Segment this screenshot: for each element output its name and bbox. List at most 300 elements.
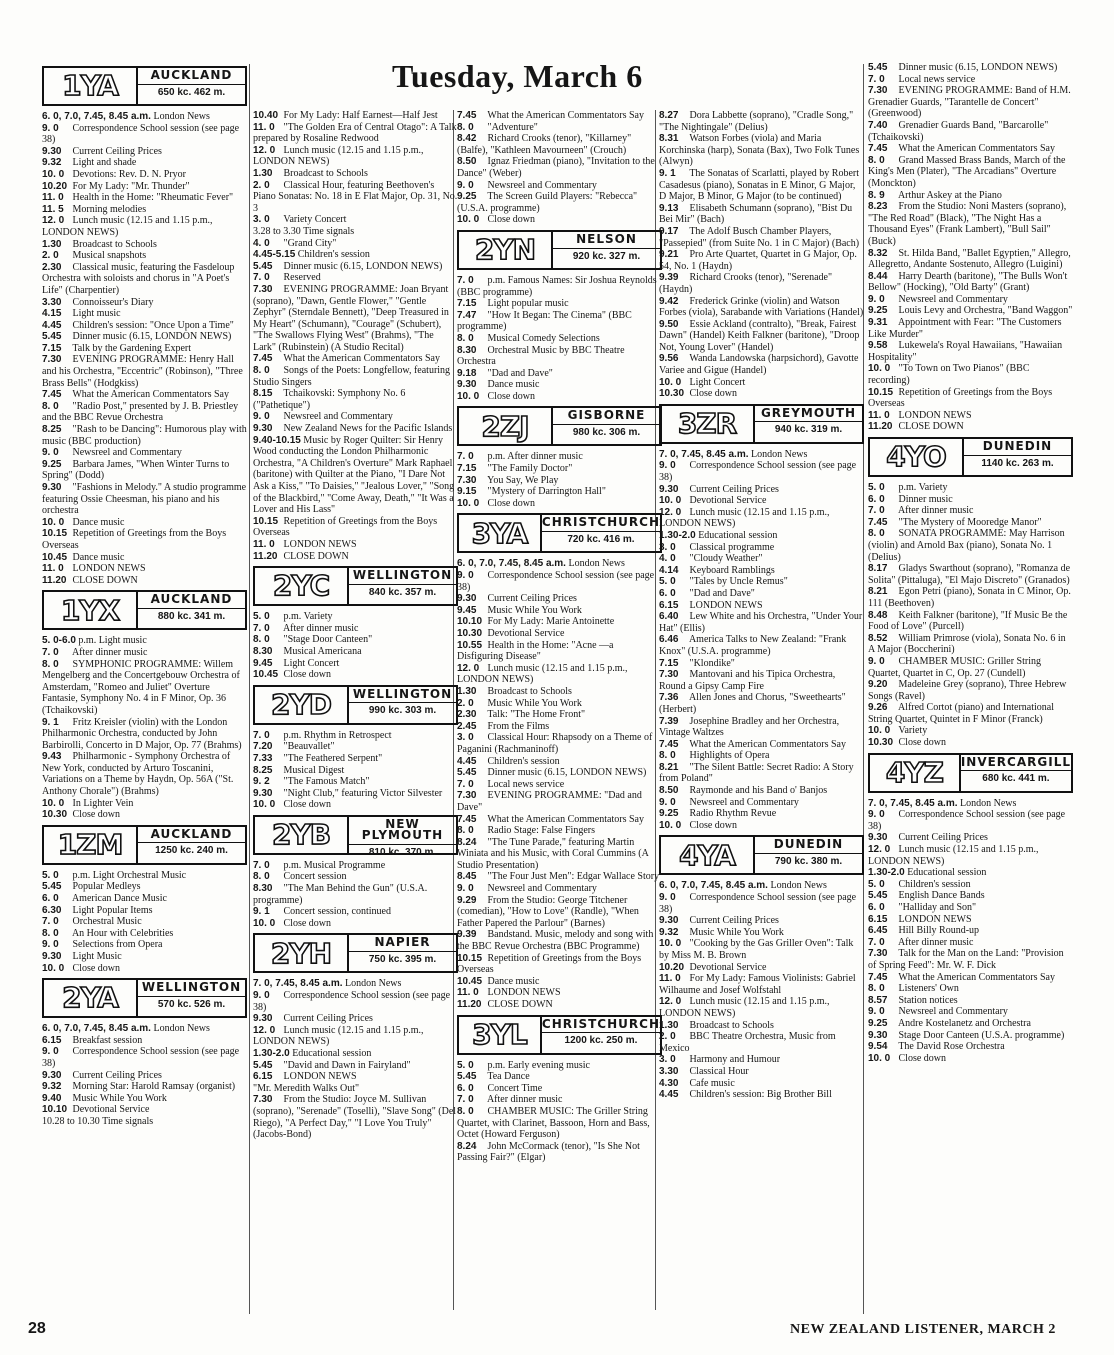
listing-text: "How It Began: The Cinema" (BBC programme) xyxy=(457,309,632,333)
listing-entry xyxy=(42,1104,247,1116)
listing-time: 5. 0-6.0 xyxy=(42,635,76,647)
listing-entry xyxy=(457,1106,662,1141)
listing-time: 8. 0 xyxy=(253,634,270,646)
station-frequency: 810 kc. 370 m. xyxy=(368,847,437,859)
listing-entry xyxy=(457,110,662,122)
listing-time: 4. 0 xyxy=(659,553,676,565)
listing-time: 8.30 xyxy=(253,645,273,657)
listing-text: You Say, We Play xyxy=(487,474,559,486)
listing-text: Grenadier Guards Band, "Barcarolle" (Tchaikovski) xyxy=(868,119,1049,143)
listing-entry xyxy=(868,737,1073,749)
listing-entry xyxy=(42,401,247,424)
listing-time: 8.57 xyxy=(868,994,888,1006)
listing-time: 9. 0 xyxy=(868,1006,885,1018)
listing-entry xyxy=(868,948,1073,971)
listing-time: 1.30-2.0 xyxy=(868,867,905,879)
listing-text: LONDON NEWS xyxy=(283,1071,357,1083)
listing-entry xyxy=(868,1006,1073,1018)
listing-entry xyxy=(253,122,458,145)
listing-time: 9.50 xyxy=(659,318,679,330)
listing-entry xyxy=(659,565,864,577)
listing-text: Songs of the Poets: Longfellow, featuring Studio Singers xyxy=(253,365,451,388)
listing-entry xyxy=(457,275,662,298)
station-header xyxy=(868,437,1073,477)
station-frequency: 880 kc. 341 m. xyxy=(157,610,226,622)
listing-text: Keyboard Ramblings xyxy=(689,564,775,576)
station-name: GREYMOUTH xyxy=(755,406,862,423)
listing-text: Repetition of Greetings from the Boys Overseas xyxy=(457,952,642,976)
listing-entry xyxy=(42,1081,247,1093)
listing-text: Correspondence School session (see page 38) xyxy=(457,570,655,593)
listing-text: After dinner music xyxy=(897,936,974,948)
listing-text: Close down xyxy=(487,497,535,509)
station-header xyxy=(659,404,864,444)
listing-text: Broadcast to Schools xyxy=(72,238,157,250)
station-name: DUNEDIN xyxy=(964,439,1071,456)
listing-time: 8.24 xyxy=(457,836,477,848)
listing-entry xyxy=(868,482,1073,494)
listing-time: 7.45 xyxy=(868,516,888,528)
listing-time: 8.25 xyxy=(42,424,62,436)
listing-text: Music While You Work xyxy=(487,697,582,709)
listing-entry xyxy=(659,692,864,715)
station-frequency: 980 kc. 306 m. xyxy=(572,427,641,439)
listing-text: Correspondence School session (see page 38) xyxy=(659,460,857,484)
listing-text: Dora Labbette (soprano), "Cradle Song," "The Nightingale" (Delius) xyxy=(659,110,854,133)
listing-text: Dance music xyxy=(487,379,540,391)
listing-time: 10. 0 xyxy=(253,917,276,929)
listing-time: 11.20 xyxy=(42,574,67,586)
listing-text: "Cloudy Weather" xyxy=(689,553,763,565)
listing-text: Alfred Cortot (piano) and International String Quartet, Quintet in F Minor (Franck) xyxy=(868,702,1055,725)
listing-entry xyxy=(868,528,1073,563)
listing-entry xyxy=(457,463,662,475)
listing-time: 6. 0 xyxy=(42,893,59,905)
listing-text: Listeners' Own xyxy=(898,983,959,995)
listing-time: 9.25 xyxy=(868,305,888,317)
listing-text: Classical Hour, featuring Beethoven's Piano Sonatas: No. 18 in E Flat Major, Op. 31, No. 3 xyxy=(253,179,458,214)
listing-entry xyxy=(253,145,458,168)
listing-entry xyxy=(457,779,662,791)
listing-time: 9.58 xyxy=(868,340,888,352)
listing-text: Musical Comedy Selections xyxy=(487,332,600,344)
listing-text: CLOSE DOWN xyxy=(898,421,964,433)
listing-entry xyxy=(253,249,458,261)
listing-time: 7. 0 xyxy=(868,936,885,948)
listing-text: Educational session xyxy=(907,867,987,879)
listing-text: Music by Roger Quilter: Sir Henry Wood conducting the London Philharmonic Orchestra, "A Children's Overture" Mark Raphael (baritone) with Quilter at the Piano, "I Dare Not Ask a Kiss," "To Daisies," "Jealous Lover," "Song of the Blackbird," "Come Away, Death," "It Was a Lover and His Lass" xyxy=(253,434,455,516)
listing-text: Music While You Work xyxy=(72,1092,167,1104)
listing-time: 9. 2 xyxy=(253,776,270,788)
listing-entry xyxy=(659,927,864,939)
listing-time: 9. 1 xyxy=(42,716,59,728)
listing-time: 1.30-2.0 xyxy=(659,530,696,541)
listing-text: Broadcast to Schools xyxy=(283,167,368,179)
listing-time: 8.31 xyxy=(659,133,679,145)
listing-entry xyxy=(42,169,247,181)
listing-entry xyxy=(659,272,864,295)
listing-entry xyxy=(659,226,864,249)
listing-text: Health in the Home: "Rheumatic Fever" xyxy=(72,192,234,204)
listing-time: 10. 0 xyxy=(253,799,276,811)
listing-time: 10. 0 xyxy=(457,390,480,402)
station-frequency: 990 kc. 303 m. xyxy=(368,705,437,717)
listing-entry xyxy=(868,937,1073,949)
listing-time: 9.30 xyxy=(42,482,62,493)
listing-text: Egon Petri (piano), Sonata in C Minor, Op. 111 (Beethoven) xyxy=(868,586,1071,609)
listing-time: 4.15 xyxy=(42,308,62,320)
listing-text: Educational session xyxy=(292,1048,372,1059)
listing-entry xyxy=(868,505,1073,517)
listing-text: Correspondence School session (see page 38) xyxy=(42,122,240,146)
station-name: WELLINGTON xyxy=(138,980,245,997)
listing-text: Breakfast session xyxy=(72,1034,143,1046)
listing-entry xyxy=(457,593,662,605)
listing-entry xyxy=(253,1025,458,1048)
station-name: NELSON xyxy=(553,232,660,249)
listing-entry xyxy=(457,825,662,837)
column-2 xyxy=(253,110,458,1141)
listing-time: 9.20 xyxy=(868,679,888,691)
listing-entry xyxy=(42,459,247,482)
listing-time: 12. 0 xyxy=(42,215,65,227)
listing-time: 7. 0 xyxy=(253,729,270,741)
listing-time: 7. 0 xyxy=(253,272,270,284)
listing-entry xyxy=(457,790,662,813)
listing-text: Lunch music (12.15 and 1.15 p.m., LONDON NEWS) xyxy=(457,662,628,686)
listing-time: 9.21 xyxy=(659,249,679,261)
station-info xyxy=(540,1017,660,1053)
listing-entry xyxy=(868,305,1073,317)
listing-entry xyxy=(868,995,1073,1007)
station-logo: 4YO xyxy=(886,440,946,474)
listing-time: 8.21 xyxy=(659,761,679,773)
listing-time: 8. 0 xyxy=(868,154,885,166)
listing-entry xyxy=(253,788,458,800)
listing-entry xyxy=(659,669,864,692)
listing-entry xyxy=(253,365,458,388)
listing-entry xyxy=(457,345,662,368)
listing-time: 7. 0, 7.45, 8.45 a.m. xyxy=(659,448,749,460)
listing-text: Talk for the Man on the Land: "Provision of Spring Feed": Mr. W. F. Dick xyxy=(868,948,1064,971)
listing-time: 9.56 xyxy=(659,353,679,365)
listing-time: 7.36 xyxy=(659,692,679,704)
listing-time: 9. 0 xyxy=(868,809,885,821)
listing-entry xyxy=(457,953,662,976)
listing-entry xyxy=(457,1141,662,1164)
listing-text: Children's session: Big Brother Bill xyxy=(689,1089,832,1101)
listing-text: Correspondence School session (see page 38) xyxy=(42,1046,240,1069)
listing-time: 10. 0 xyxy=(457,214,480,226)
listing-text: From the Studio: Noni Masters (soprano), "The Red Road" (Black), "The Night Has a Thousand Eyes" (Frank Lambert), "Bull Sail" (Buck) xyxy=(868,201,1067,247)
listing-time: 10. 0 xyxy=(659,819,682,831)
listing-entry xyxy=(253,261,458,273)
listing-text: Radio Rhythm Revue xyxy=(689,808,777,820)
listing-entry xyxy=(457,732,662,755)
listing-text: Lunch music (12.15 and 1.15 p.m., LONDON NEWS) xyxy=(42,215,213,238)
listing-time: 6. 0, 7.0, 7.45, 8.45 a.m. xyxy=(42,111,151,122)
listing-entry xyxy=(42,1093,247,1105)
listing-entry xyxy=(659,1089,864,1101)
listing-time: 6. 0, 7.0, 7.45, 8.45 a.m. xyxy=(42,1023,151,1035)
listing-text: "David and Dawn in Fairyland" xyxy=(283,1059,411,1071)
listing-entry xyxy=(42,517,247,529)
station-frequency: 920 kc. 327 m. xyxy=(572,250,641,262)
listing-entry xyxy=(253,765,458,777)
listing-time: 10.15 xyxy=(42,528,68,540)
listing-entry xyxy=(457,1060,662,1072)
listing-text: Current Ceiling Prices xyxy=(689,483,779,495)
listing-entry xyxy=(457,379,662,391)
listing-text: "The Feathered Serpent" xyxy=(283,752,383,764)
listing-time: 9.30 xyxy=(868,832,888,844)
listing-text: Stage Door Canteen (U.S.A. programme) xyxy=(898,1029,1065,1041)
station-frequency: 1200 kc. 250 m. xyxy=(564,1035,638,1047)
listing-entry xyxy=(659,750,864,762)
listing-text: Dance music xyxy=(72,516,125,528)
listing-time: 9. 0 xyxy=(457,883,474,895)
listing-entry xyxy=(253,990,458,1013)
listing-entry xyxy=(253,741,458,753)
listing-text: Essie Ackland (contralto), "Break, Fairest Dawn" (Handel) Keith Falkner (baritone), "Droop Not, Young Lover" (Handel) xyxy=(659,318,860,353)
station-logo: 2YB xyxy=(271,818,331,852)
listing-entry xyxy=(868,586,1073,609)
listing-time: 8.27 xyxy=(659,110,679,121)
listing-text: The Adolf Busch Chamber Players, "Passepied" (from Suite No. 1 in C Major) (Bach) xyxy=(659,225,860,249)
listing-time: 5.45 xyxy=(868,62,888,73)
listing-entry xyxy=(42,939,247,951)
listing-text: Lunch music (12.15 and 1.15 p.m., LONDON NEWS) xyxy=(659,996,830,1019)
listing-time: 9.30 xyxy=(659,483,679,495)
listing-text: "Grand City" xyxy=(283,237,337,249)
listing-time: 8.32 xyxy=(868,247,888,259)
listing-text: Current Ceiling Prices xyxy=(72,145,162,157)
listing-entry xyxy=(457,814,662,826)
listing-text: Philharmonic - Symphony Orchestra of New York, conducted by Arturo Toscanini, Variations on a Theme by Haydn, Op. 56A ("St. Anthony Chorale") (Brahms) xyxy=(42,751,234,798)
listing-text: In Lighter Vein xyxy=(72,797,134,809)
listing-time: 7. 0 xyxy=(42,646,59,658)
listing-entry xyxy=(659,168,864,203)
listing-time: 7. 0 xyxy=(457,451,474,463)
listing-entry xyxy=(457,310,662,333)
listing-time: 7. 0 xyxy=(457,778,474,790)
listing-time: 8. 0 xyxy=(457,825,474,837)
listing-text: Frederick Grinke (violin) and Watson Forbes (viola), Sarabande with Variations (Handel) xyxy=(659,295,864,319)
listing-text: LONDON NEWS xyxy=(689,599,763,611)
listing-entry xyxy=(42,951,247,963)
listing-text: Ignaz Friedman (piano), "Invitation to the Dance" (Weber) xyxy=(457,156,655,179)
listing-text: Children's session: "Once Upon a Time" xyxy=(72,319,234,331)
listing-entry xyxy=(253,551,458,563)
listing-entry xyxy=(868,702,1073,725)
listing-text: Newsreel and Commentary xyxy=(72,447,182,459)
listing-text: Repetition of Greetings from the Boys Overseas xyxy=(42,528,227,551)
listing-text: "Night Club," featuring Victor Silvester xyxy=(283,787,443,799)
listing-entry xyxy=(42,343,247,355)
listing-entry xyxy=(868,1018,1073,1030)
listing-text: Selections from Opera xyxy=(72,939,163,951)
listing-text: "Klondike" xyxy=(689,657,735,669)
listing-text: For My Lady: Half Earnest—Half Jest xyxy=(283,110,438,121)
listing-text: Popular Medleys xyxy=(72,881,141,893)
listing-entry xyxy=(457,451,662,463)
listing-time: 8.52 xyxy=(868,632,888,644)
listing-text: Local news service xyxy=(898,73,976,85)
listing-time: 9. 0 xyxy=(659,460,676,472)
listing-text: p.m. Early evening music xyxy=(487,1059,590,1071)
listing-text: From the Films xyxy=(487,720,550,732)
listing-entry xyxy=(42,659,247,717)
listing-entry xyxy=(253,1071,458,1083)
listing-entry xyxy=(253,978,458,990)
listing-entry xyxy=(42,717,247,752)
listing-text: For My Lady: Famous Violinists: Gabriel Wilhaume and Josef Wolfstahl xyxy=(659,973,856,996)
listing-text: "Radio Post," presented by J. B. Priestley and the BBC Revue Orchestra xyxy=(42,400,239,424)
listing-time: 8.50 xyxy=(659,785,679,797)
listing-time: 9.40 xyxy=(42,1092,62,1104)
listing-entry xyxy=(457,122,662,134)
listing-time: 6. 0, 7.0, 7.45, 8.45 a.m. xyxy=(457,558,566,570)
listing-text: "The Silent Battle: Secret Radio: A Story from Poland" xyxy=(659,761,854,785)
listing-entry xyxy=(253,776,458,788)
listing-time: 11. 0 xyxy=(253,538,275,550)
listing-entry xyxy=(457,616,662,628)
listing-time: 10.55 xyxy=(457,639,483,651)
listing-time: 10.45 xyxy=(42,551,68,563)
listing-text: Concert session xyxy=(283,871,347,883)
listing-entry xyxy=(659,962,864,974)
listing-time: 5.45 xyxy=(868,890,888,902)
listing-entry xyxy=(457,837,662,872)
station-header xyxy=(659,835,864,875)
listing-time: 7.47 xyxy=(457,309,477,321)
listing-time: 10.30 xyxy=(457,628,483,639)
listing-entry xyxy=(868,248,1073,271)
listing-text: Educational session xyxy=(698,530,778,541)
listing-text: Musical snapshots xyxy=(72,250,147,262)
listing-entry xyxy=(868,294,1073,306)
listing-text: London News xyxy=(751,448,808,460)
listing-entry xyxy=(253,669,458,681)
listing-text: Dance music xyxy=(487,975,540,987)
listing-entry xyxy=(868,120,1073,143)
listing-time: 9.54 xyxy=(868,1041,888,1053)
listing-time: 9.31 xyxy=(868,317,888,329)
listing-entry xyxy=(659,1031,864,1054)
listing-time: 8.30 xyxy=(253,883,273,895)
listing-entry xyxy=(457,191,662,214)
station-name: AUCKLAND xyxy=(138,68,245,85)
listing-text: CLOSE DOWN xyxy=(283,550,349,562)
listing-text: Lew White and his Orchestra, "Under Your Hat" (Ellis) xyxy=(659,611,863,634)
listing-time: 1.30 xyxy=(42,238,62,250)
listing-entry xyxy=(42,1116,247,1128)
column-4 xyxy=(659,110,864,1101)
station-name: INVERCARGILL xyxy=(961,755,1071,772)
listing-time: 6. 0 xyxy=(457,1082,474,1094)
listing-text: New Zealand News for the Pacific Islands xyxy=(283,423,453,435)
listing-entry xyxy=(659,542,864,554)
listing-entry xyxy=(253,435,458,516)
station-logo: 4YZ xyxy=(885,755,943,789)
listing-time: 8. 0 xyxy=(42,927,59,939)
listing-time: 2. 0 xyxy=(457,697,474,709)
listing-time: 9.13 xyxy=(659,202,679,214)
listing-entry xyxy=(457,156,662,179)
listing-text: Current Ceiling Prices xyxy=(283,1013,373,1025)
listing-text: Light Concert xyxy=(283,657,340,669)
listing-entry xyxy=(457,628,662,640)
listing-text: After dinner music xyxy=(897,505,974,517)
listing-time: 9. 0 xyxy=(868,293,885,305)
listing-text: Andre Kostelanetz and Orchestra xyxy=(897,1017,1031,1029)
listing-time: 5.45 xyxy=(253,1059,273,1071)
listing-text: Light Concert xyxy=(689,376,746,388)
listing-time: 4.14 xyxy=(659,564,679,576)
listing-time: 11.20 xyxy=(457,999,482,1010)
listing-text: Close down xyxy=(283,799,331,811)
station-logo: 1YX xyxy=(60,593,120,627)
listing-time: 10. 0 xyxy=(868,725,891,737)
listing-text: Dinner music (6.15, LONDON NEWS) xyxy=(283,260,443,272)
listing-text: "Fashions in Melody." A studio programme featuring Ossie Cheesman, his piano and his orchestra xyxy=(42,482,247,517)
listing-text: Health in the Home: "Acne —a Disfiguring Disease" xyxy=(457,639,614,663)
listing-entry xyxy=(457,498,662,510)
listing-entry xyxy=(659,739,864,751)
listing-time: 5. 0 xyxy=(659,576,676,588)
listing-text: Local news service xyxy=(487,778,565,790)
listing-entry xyxy=(42,552,247,564)
listing-text: "The Four Just Men": Edgar Wallace Story xyxy=(487,871,660,883)
listing-time: 10.10 xyxy=(42,1104,68,1116)
listing-entry xyxy=(868,494,1073,506)
listing-text: Repetition of Greetings from the Boys Overseas xyxy=(868,386,1053,410)
listing-text: Current Ceiling Prices xyxy=(898,832,988,844)
listing-entry xyxy=(457,475,662,487)
station-header xyxy=(253,566,458,606)
listing-entry xyxy=(253,388,458,411)
station-logo: 2YD xyxy=(271,687,331,721)
listing-text: Orchestral Music by BBC Theatre Orchestra xyxy=(457,344,625,368)
listing-text: Current Ceiling Prices xyxy=(487,593,577,605)
station-header xyxy=(42,590,247,630)
listing-entry xyxy=(253,214,458,226)
listing-text: Station notices xyxy=(898,994,958,1006)
listing-text: LONDON NEWS xyxy=(898,409,972,421)
station-info xyxy=(540,515,660,551)
listing-text: "Tales by Uncle Remus" xyxy=(689,576,788,588)
listing-entry xyxy=(659,1066,864,1078)
listing-time: 7. 0 xyxy=(253,859,270,871)
station-logo: 2YA xyxy=(62,981,118,1015)
listing-text: EVENING PROGRAMME: Band of H.M. Grenadier Guards, "Tarantelle de Concert" (Greenwood) xyxy=(868,85,1071,120)
listing-entry xyxy=(253,658,458,670)
listing-entry xyxy=(868,1030,1073,1042)
listing-entry xyxy=(457,999,662,1011)
station-info xyxy=(136,827,245,863)
listing-time: 9.39 xyxy=(659,272,679,284)
listing-entry xyxy=(868,155,1073,190)
station-info xyxy=(753,837,862,873)
listing-text: "To Town on Two Pianos" (BBC recording) xyxy=(868,363,1030,387)
listing-time: 8. 0 xyxy=(868,528,885,540)
listing-entry xyxy=(868,201,1073,247)
listing-text: London News xyxy=(568,558,625,570)
listing-text: 3.28 to 3.30 Time signals xyxy=(253,225,355,237)
listing-time: 8. 9 xyxy=(868,189,885,201)
station-frequency: 750 kc. 395 m. xyxy=(368,954,437,966)
listing-time: 6. 0 xyxy=(868,902,885,913)
